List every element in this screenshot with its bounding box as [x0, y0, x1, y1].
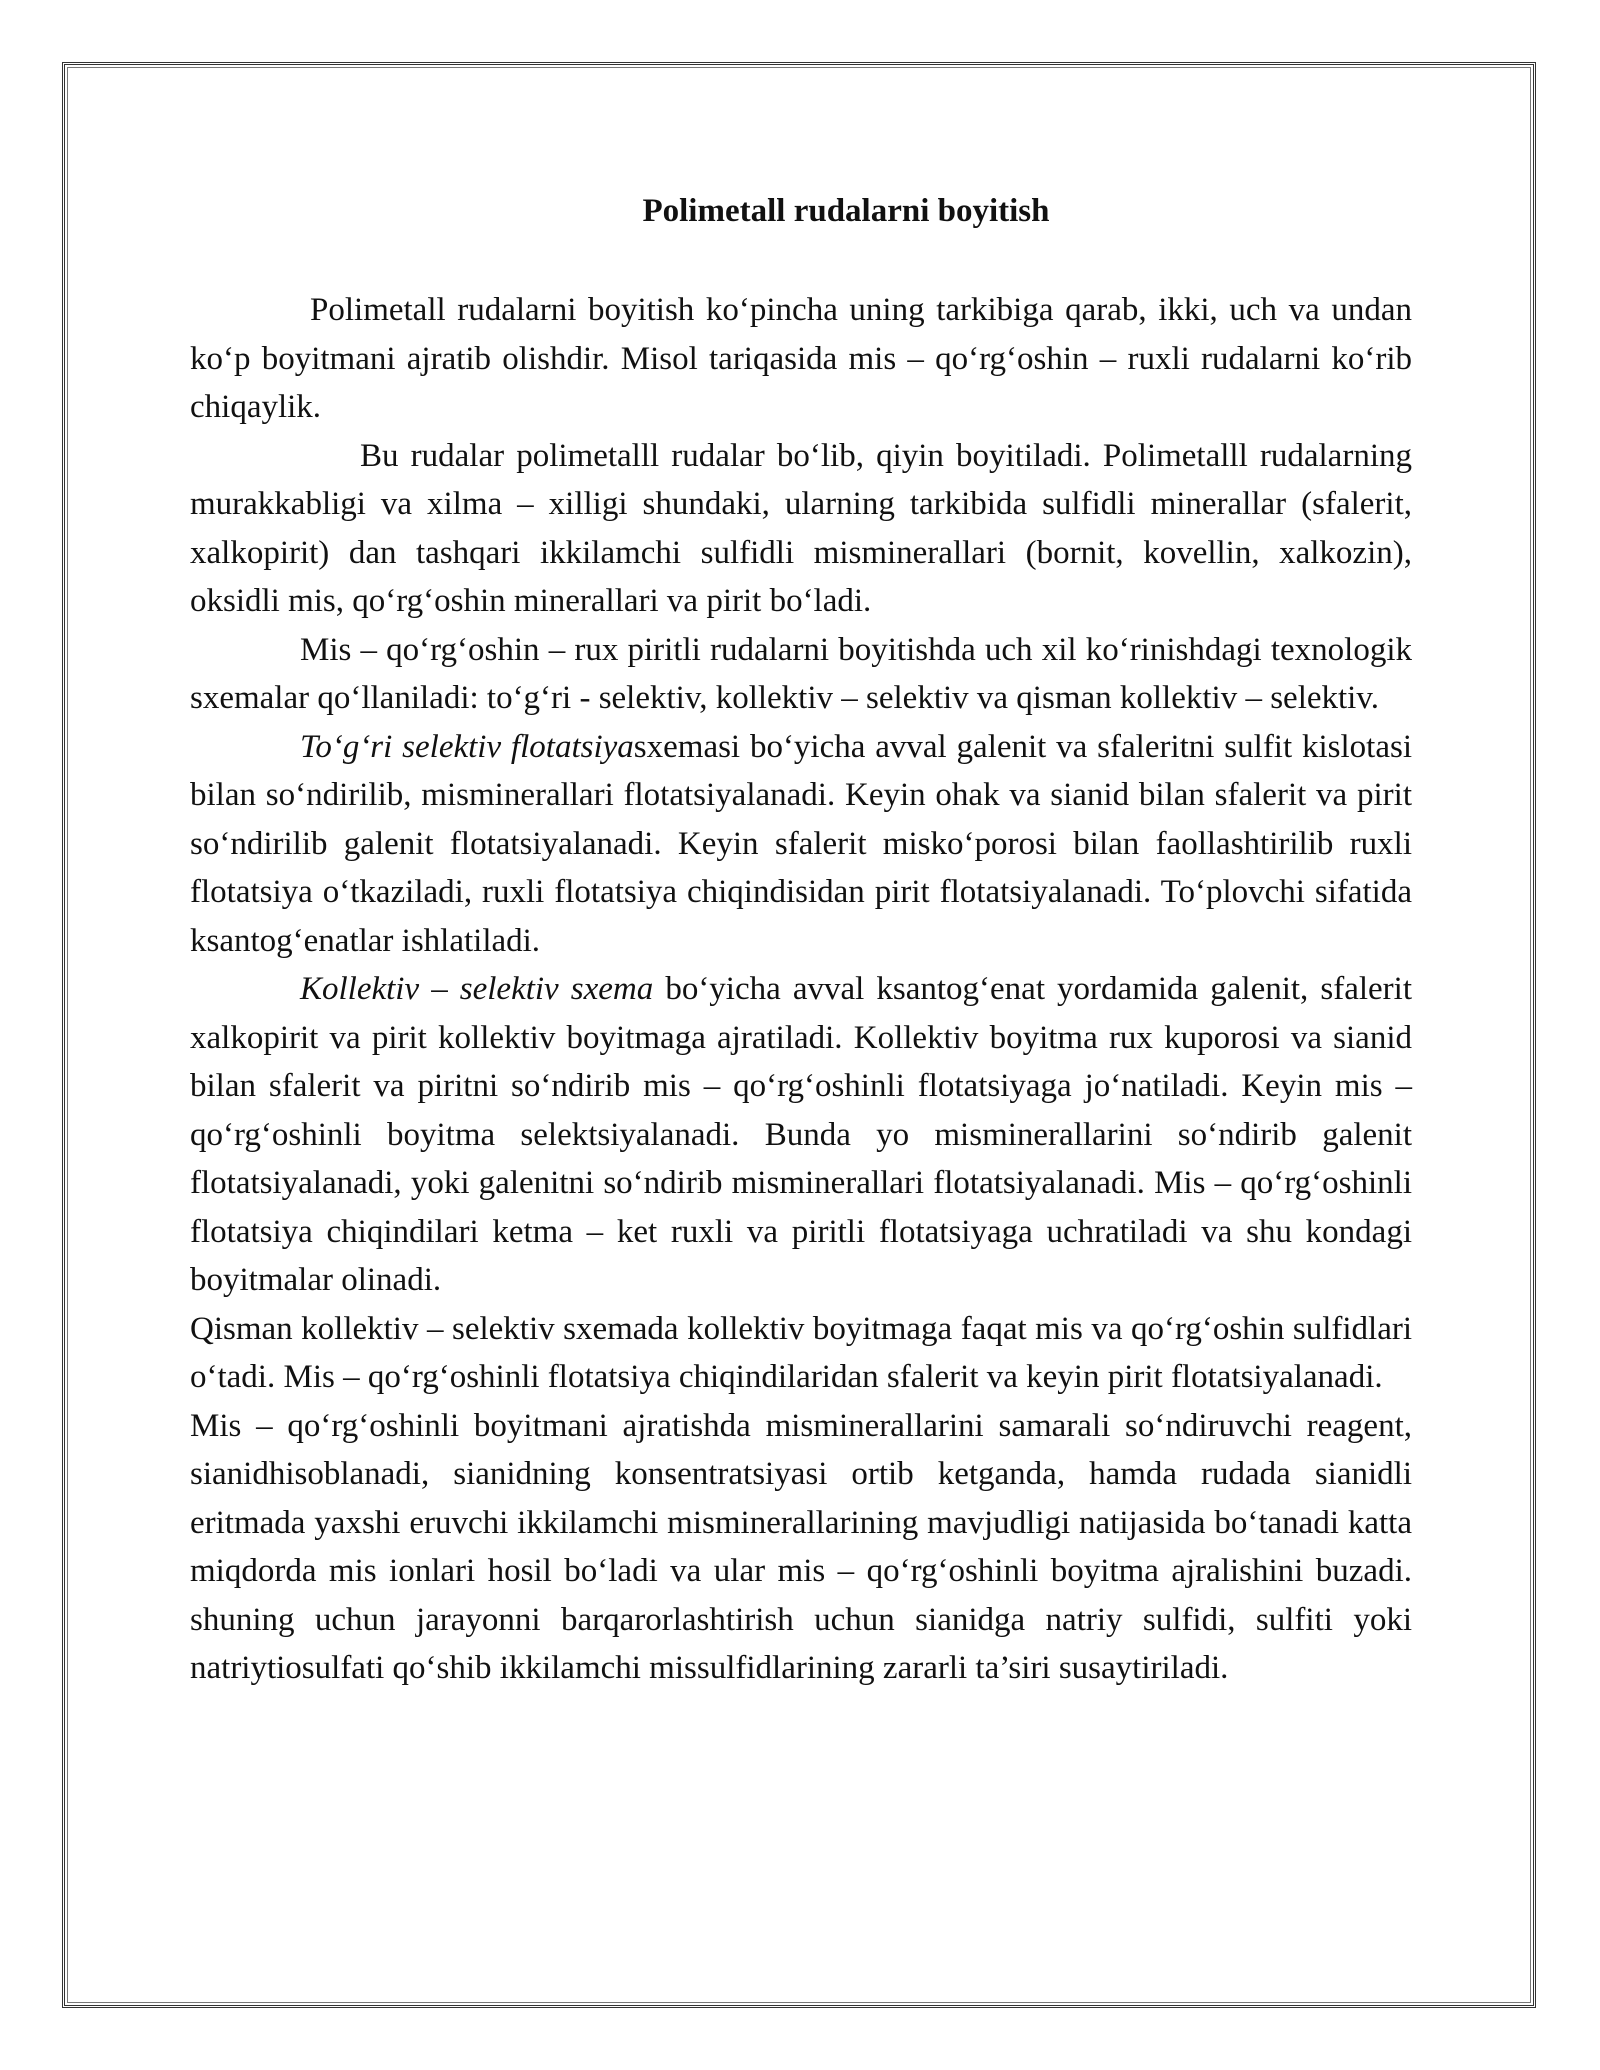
paragraph-5-italic-term: Kollektiv – selektiv sxema: [300, 971, 654, 1007]
paragraph-4-text: sxemasi boʻyicha avval galenit va sfaleritni sulfit kislotasi bilan soʻndirilib, misminerallari flotatsiyalanadi. Keyin ohak va sianid bilan sfalerit va pirit soʻndirilib galenit flotatsiyalanadi. Keyin sfalerit miskoʻporosi bilan faollashtirilib ruxli flotatsiya oʻtkaziladi, ruxli flotatsiya chiqindisidan pirit flotatsiyalanadi. Toʻplovchi sifatida ksantogʻenatlar ishlatiladi.: [190, 728, 1412, 959]
document-body: [190, 188, 1412, 1693]
paragraph-5-text: boʻyicha avval ksantogʻenat yordamida galenit, sfalerit xalkopirit va pirit kollektiv boyitmaga ajratiladi. Kollektiv boyitma rux kuporosi va sianid bilan sfalerit va piritni soʻndirib mis – qoʻrgʻoshinli flotatsiyaga joʻnatiladi. Keyin mis – qoʻrgʻoshinli boyitma selektsiyalanadi. Bunda yo misminerallarini soʻndirib galenit flotatsiyalanadi, yoki galenitni soʻndirib misminerallari flotatsiyalanadi. Mis – qoʻrgʻoshinli flotatsiya chiqindilari ketma – ket ruxli va piritli flotatsiyaga uchratiladi va shu kondagi boyitmalar olinadi.: [190, 971, 1412, 1298]
paragraph-4: [190, 723, 1412, 966]
paragraph-1: Polimetall rudalarni boyitish koʻpincha uning tarkibiga qarab, ikki, uch va undan koʻp boyitmani ajratib olishdir. Misol tariqasida mis – qoʻrgʻoshin – ruxli rudalarni koʻrib chiqaylik.: [190, 292, 1412, 425]
paragraph-3: Mis – qoʻrgʻoshin – rux piritli rudalarni boyitishda uch xil koʻrinishdagi texnologik sxemalar qoʻllaniladi: toʻgʻri - selektiv, kollektiv – selektiv va qisman kollektiv – selektiv.: [190, 631, 1412, 716]
paragraph-5: [190, 965, 1412, 1305]
paragraph-7: Mis – qoʻrgʻoshinli boyitmani ajratishda misminerallarini samarali soʻndiruvchi reagent, sianidhisoblanadi, sianidning konsentratsiyasi ortib ketganda, hamda rudada sianidli eritmada yaxshi eruvchi ikkilamchi misminerallarining mavjudligi natijasida boʻtanadi katta miqdorda mis ionlari hosil boʻladi va ular mis – qoʻrgʻoshinli boyitma ajralishini buzadi. shuning uchun jarayonni barqarorlashtirish uchun sianidga natriy sulfidi, sulfiti yoki natriytiosulfati qoʻshib ikkilamchi missulfidlarining zararli ta’siri susaytiriladi.: [190, 1407, 1412, 1686]
paragraph-6: Qisman kollektiv – selektiv sxemada kollektiv boyitmaga faqat mis va qoʻrgʻoshin sulfidlari oʻtadi. Mis – qoʻrgʻoshinli flotatsiya chiqindilaridan sfalerit va keyin pirit flotatsiyalanadi.: [190, 1310, 1412, 1395]
document-title: Polimetall rudalarni boyitish: [642, 193, 1050, 229]
paragraph-2: Bu rudalar polimetalll rudalar boʻlib, qiyin boyitiladi. Polimetalll rudalarning murakkabligi va xilma – xilligi shundaki, ularning tarkibida sulfidli minerallar (sfalerit, xalkopirit) dan tashqari ikkilamchi sulfidli misminerallari (bornit, kovellin, xalkozin), oksidli mis, qoʻrgʻoshin minerallari va pirit boʻladi.: [190, 437, 1412, 619]
paragraph-4-italic-term: Toʻgʻri selektiv flotatsiya: [300, 728, 634, 765]
